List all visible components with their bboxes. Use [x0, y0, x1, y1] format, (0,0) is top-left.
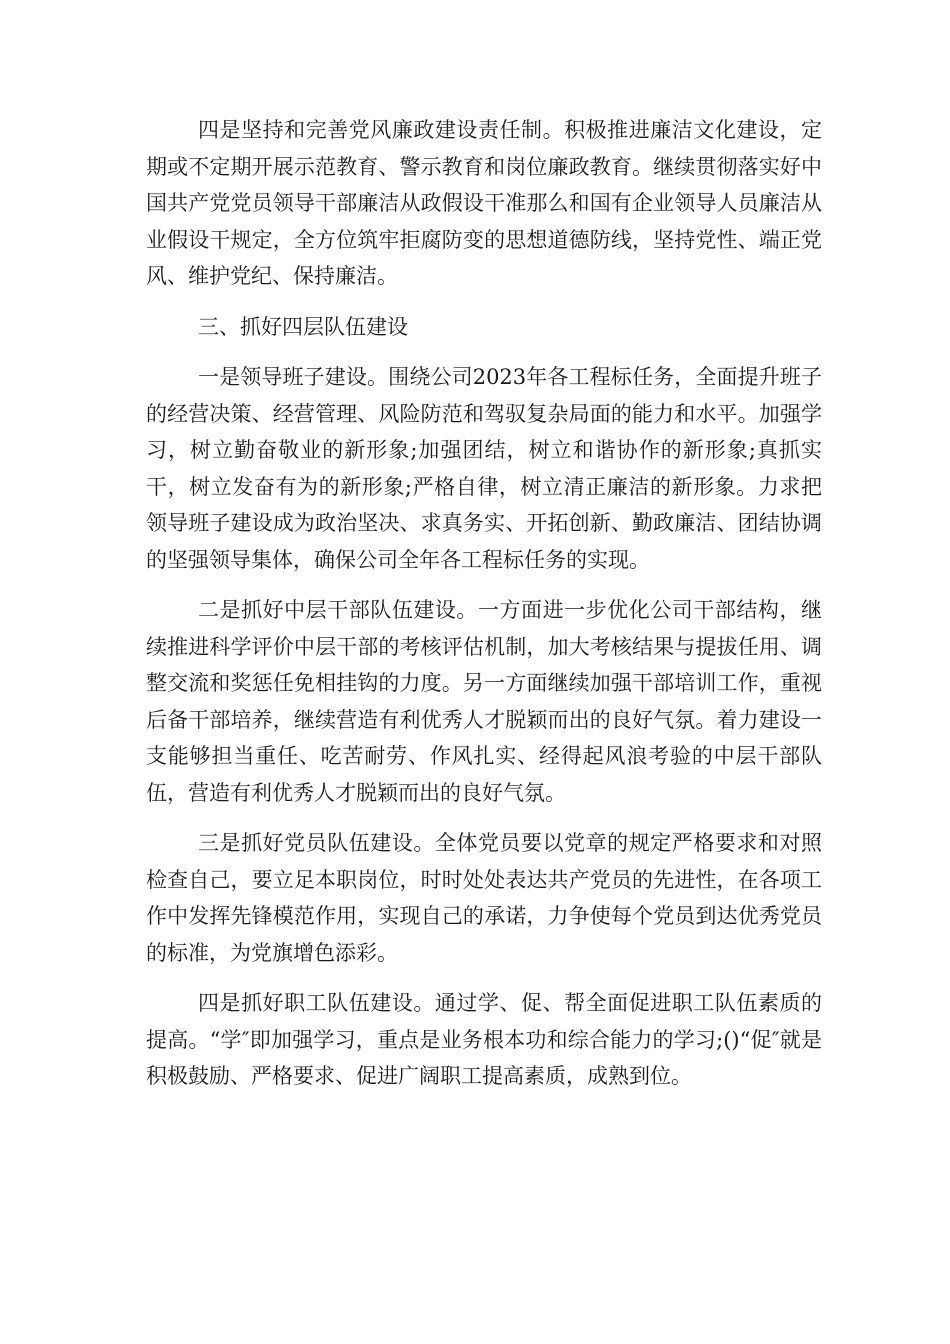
- document-body: [146, 112, 822, 1109]
- paragraph-leadership: 一是领导班子建设。围绕公司2023年各工程标任务，全面提升班子的经营决策、经营管理、风险防范和驾驭复杂局面的能力和水平。加强学习，树立勤奋敬业的新形象;加强团结，树立和谐协作的新形象;真抓实干，树立发奋有为的新形象;严格自律，树立清正廉洁的新形象。力求把领导班子建设成为政治坚决、求真务实、开拓创新、勤政廉洁、团结协调的坚强领导集体，确保公司全年各工程标任务的实现。: [146, 365, 822, 572]
- paragraph-party-members: 三是抓好党员队伍建设。全体党员要以党章的规定严格要求和对照检查自己，要立足本职岗位，时时处处表达共产党员的先进性，在各项工作中发挥先锋模范作用，实现自己的承诺，力争使每个党员到达优秀党员的标准，为党旗增色添彩。: [146, 831, 822, 965]
- paragraph-staff: 四是抓好职工队伍建设。通过学、促、帮全面促进职工队伍素质的提高。“学″即加强学习，重点是业务根本功和综合能力的学习;()“促″就是积极鼓励、严格要求、促进广阔职工提高素质，成熟到位。: [146, 991, 822, 1088]
- paragraph-party-conduct: 四是坚持和完善党风廉政建设责任制。积极推进廉洁文化建设，定期或不定期开展示范教育、警示教育和岗位廉政教育。继续贯彻落实好中国共产党党员领导干部廉洁从政假设干准那么和国有企业领导人员廉洁从业假设干规定，全方位筑牢拒腐防变的思想道德防线，坚持党性、端正党风、维护党纪、保持廉洁。: [146, 118, 822, 288]
- section-heading-team-building: 三、抓好四层队伍建设: [198, 314, 408, 339]
- paragraph-middle-cadres: 二是抓好中层干部队伍建设。一方面进一步优化公司干部结构，继续推进科学评价中层干部的考核评估机制，加大考核结果与提拔任用、调整交流和奖惩任免相挂钩的力度。另一方面继续加强干部培训工作，重视后备干部培养，继续营造有利优秀人才脱颖而出的良好气氛。着力建设一支能够担当重任、吃苦耐劳、作风扎实、经得起风浪考验的中层干部队伍，营造有利优秀人才脱颖而出的良好气氛。: [146, 598, 822, 805]
